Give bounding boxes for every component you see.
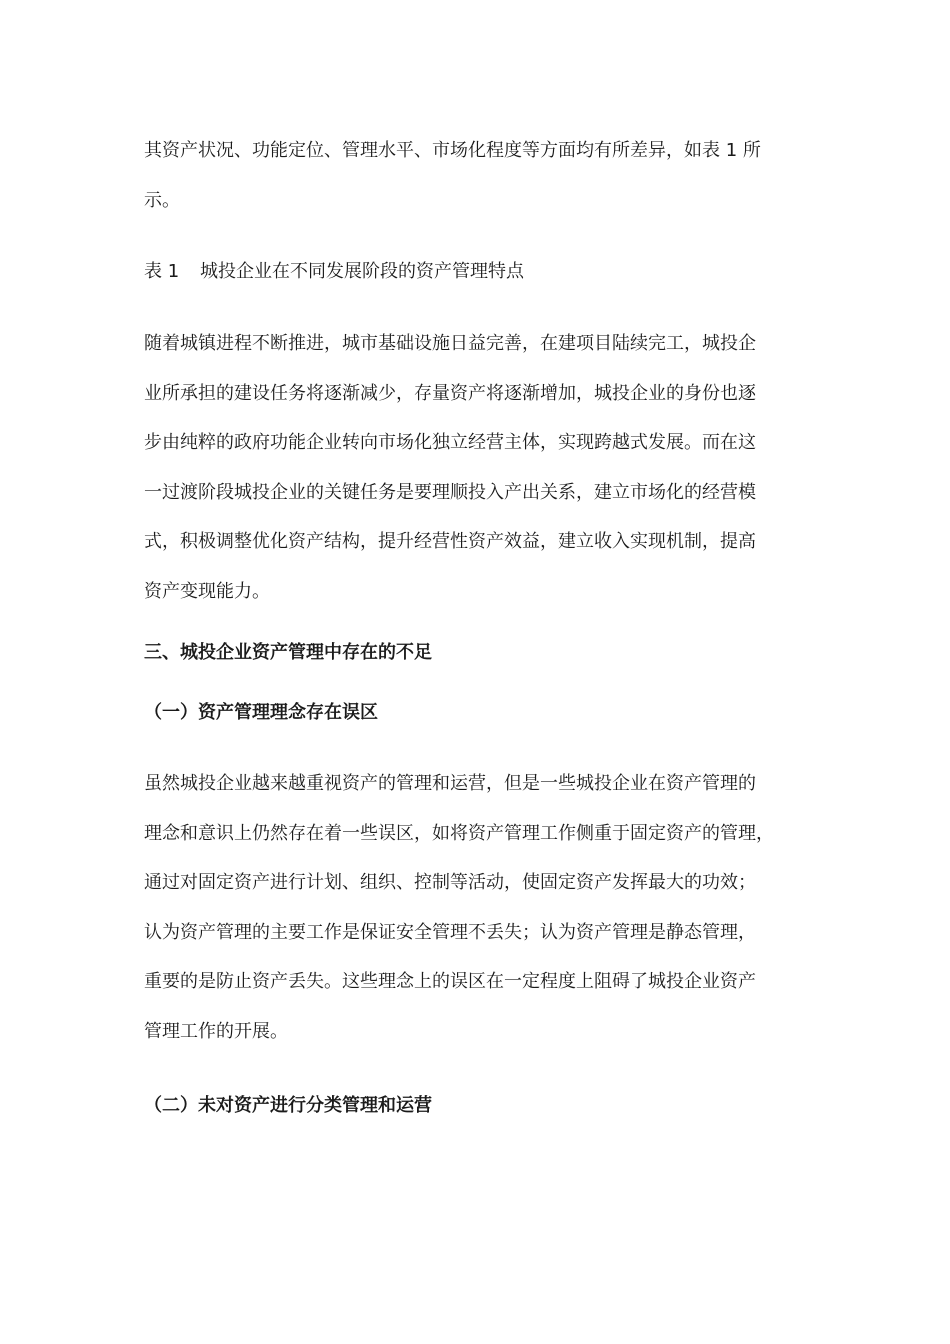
body-paragraph [144,319,808,617]
table-caption-title: 城投企业在不同发展阶段的资产管理特点 [200,261,524,282]
paragraph-line: 管理工作的开展。 [144,1020,288,1042]
paragraph-line: 业所承担的建设任务将逐渐减少，存量资产将逐渐增加，城投企业的身份也逐 [144,382,756,404]
paragraph-line: 步由纯粹的政府功能企业转向市场化独立经营主体，实现跨越式发展。而在这 [144,432,756,454]
paragraph-line: 随着城镇进程不断推进，城市基础设施日益完善，在建项目陆续完工，城投企 [144,333,756,354]
table-caption [144,259,808,285]
paragraph-line: 重要的是防止资产丢失。这些理念上的误区在一定程度上阻碍了城投企业资产 [144,971,756,993]
paragraph-line: 认为资产管理的主要工作是保证安全管理不丢失；认为资产管理是静态管理， [144,921,756,943]
paragraph-line: 式，积极调整优化资产结构，提升经营性资产效益，建立收入实现机制，提高 [144,531,756,553]
intro-paragraph [144,126,808,225]
table-caption-number: 表 1 [144,261,180,282]
paragraph-line: 通过对固定资产进行计划、组织、控制等活动，使固定资产发挥最大的功效； [144,872,756,894]
paragraph-line: 理念和意识上仍然存在着一些误区，如将资产管理工作侧重于固定资产的管理， [144,822,774,844]
paragraph-line: 其资产状况、功能定位、管理水平、市场化程度等方面均有所差异，如表 1 所 [144,140,761,161]
paragraph-line: 资产变现能力。 [144,580,270,602]
paragraph-line: 一过渡阶段城投企业的关键任务是要理顺投入产出关系，建立市场化的经营模 [144,481,756,503]
paragraph-line: 示。 [144,189,180,211]
paragraph-line: 虽然城投企业越来越重视资产的管理和运营，但是一些城投企业在资产管理的 [144,773,756,794]
section-heading: 三、城投企业资产管理中存在的不足 [144,642,432,663]
subheading: （一）资产管理理念存在误区 [144,702,378,723]
body-paragraph [144,759,808,1057]
subheading: （二）未对资产进行分类管理和运营 [144,1095,432,1116]
